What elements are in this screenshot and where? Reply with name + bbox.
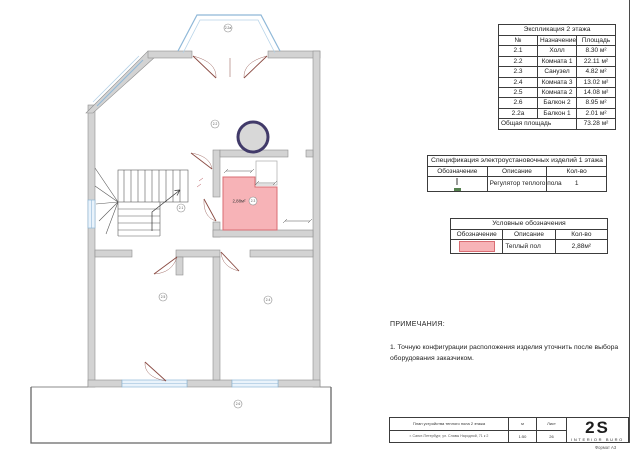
sheet-header: Лист: [547, 421, 556, 427]
round-column: [238, 122, 268, 152]
drawing-title: План устройства теплого пола 2 этажа: [412, 421, 486, 427]
legend-table: Условные обозначения Обозначение Описание Кол-во Теплый пол 2,88м²: [450, 218, 608, 254]
walls: [86, 51, 320, 387]
table-row: 2.6 Балкон 2 8.95 м²: [499, 98, 616, 108]
notes-title: ПРИМЕЧАНИЯ:: [390, 321, 445, 328]
sheet-number: 26: [537, 430, 566, 443]
room-tag-bathroom: [249, 197, 257, 205]
sheet-frame-right: [629, 0, 630, 443]
floor-heating-regulator-icon: [454, 177, 461, 190]
room-tag-balcony: [234, 400, 242, 408]
table-row: 2.2 Комната 1 22.11 м²: [499, 56, 616, 66]
logo-subtitle: INTERIOR BURO: [571, 436, 624, 442]
svg-text:2.4: 2.4: [265, 298, 271, 303]
heated-floor-swatch: [459, 241, 495, 252]
scale-header: м: [521, 421, 524, 427]
table-total-row: [499, 119, 616, 129]
table-row: 2.2а Балкон 1 2.01 м²: [499, 108, 616, 118]
total-area: 73.28 м²: [577, 119, 616, 129]
col-header-name: Назначение: [538, 35, 577, 45]
explication-table: [498, 24, 616, 130]
explication-title: Экспликация 2 этажа: [499, 25, 616, 36]
table-row: Регулятор теплого пола 1: [428, 177, 607, 191]
notes-item: 1. Точную конфигурации расположения изделия уточнить после выбора оборудования заказчиком.: [390, 344, 619, 362]
format-label: Формат А3: [595, 445, 617, 450]
logo-cell: [567, 418, 628, 442]
heated-floor-area: [223, 161, 277, 230]
col-header-num: №: [499, 35, 538, 45]
table-row: Теплый пол 2,88м²: [451, 240, 608, 254]
total-label: Общая площадь: [499, 119, 577, 129]
room-tag-top-room: [211, 120, 219, 128]
room-tag-room-right: [264, 296, 272, 304]
svg-text:2.6: 2.6: [235, 402, 241, 407]
legend-title: Условные обозначения: [451, 219, 608, 230]
svg-text:2.1: 2.1: [178, 206, 184, 211]
stairs: [95, 168, 188, 236]
room-tag-room-left: [159, 293, 167, 301]
room-tag-hall: [177, 204, 185, 212]
svg-text:2.5: 2.5: [160, 295, 166, 300]
table-row: 2.5 Комната 2 14.08 м²: [499, 87, 616, 97]
heated-area-label: 2,88м²: [232, 198, 246, 204]
table-row: 2.1 Холл 8.30 м²: [499, 46, 616, 56]
table-row: 2.4 Комната 3 13.02 м²: [499, 77, 616, 87]
svg-text:2.2а: 2.2а: [224, 26, 232, 31]
svg-text:2.2: 2.2: [212, 122, 218, 127]
col-header-area: Площадь: [577, 35, 616, 45]
spec-title: Спецификация электроустановочных изделий 1 этажа: [428, 156, 607, 167]
room-tag-bay: [224, 24, 232, 32]
scale-value: 1:50: [509, 430, 536, 443]
spec-table: Спецификация электроустановочных изделий 1 этажа Обозначение Описание Кол-во Регулятор теплого пола 1: [427, 155, 607, 192]
bay-window: [178, 15, 280, 53]
title-block: [389, 417, 629, 443]
svg-text:2.3: 2.3: [250, 199, 256, 204]
logo-2s: 2S: [585, 417, 610, 437]
balcony-outline: [31, 387, 331, 443]
project-address: г. Санкт-Петербург, ул. Славы Народной, 71 к 2: [390, 430, 508, 443]
table-row: 2.3 Санузел 4.82 м²: [499, 67, 616, 77]
